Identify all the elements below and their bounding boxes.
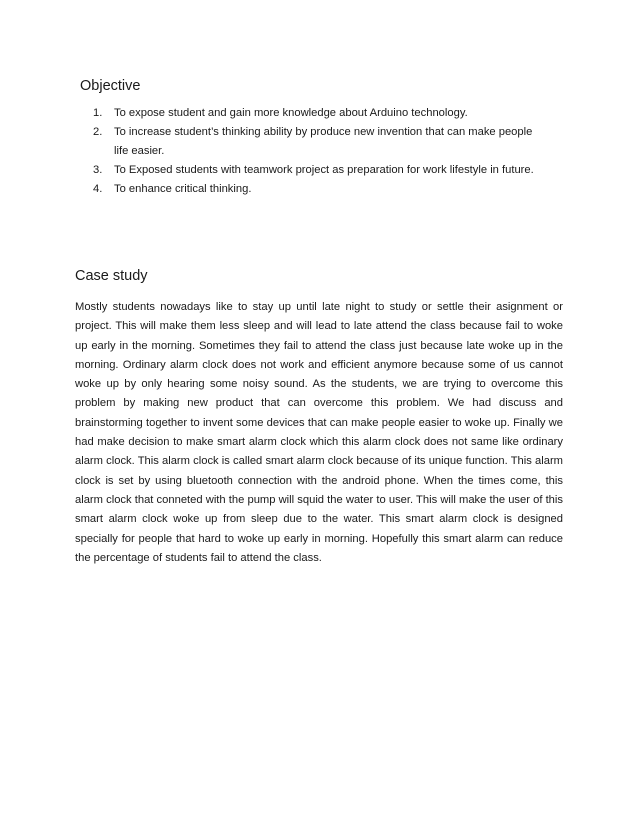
list-item [0,123,638,161]
case-study-heading: Case study [75,268,148,284]
case-study-paragraph: Mostly students nowadays like to stay up until late night to study or settle their asignment or project. This will make them less sleep and will lead to late attend the class because fail to woke up early in the morning. Sometimes they fail to attend the class just because late woke up in the morning. Ordinary alarm clock does not work and efficient anymore because some of us cannot woke up by only hearing some noisy sound. As the students, we are trying to overcome this problem by making new product that can overcome this problem. We had discuss and brainstorming together to invent some devices that can make people easier to woke up. Finally we had make decision to make smart alarm clock which this alarm clock does not same like ordinary alarm clock. This alarm clock is called smart alarm clock because of its unique function. This alarm clock is set by using bluetooth connection with the android phone. When the times come, this alarm clock that conneted with the pump will squid the water to user. This will make the user of this smart alarm clock woke up from sleep due to the water. This smart alarm clock is designed specially for people that hard to woke up early in morning. Hopefully this smart alarm can reduce the percentage of students fail to attend the class. [75,301,563,564]
list-item-text: To Exposed students with teamwork project as preparation for work lifestyle in future. [114,164,534,176]
list-item [0,180,638,199]
list-item-number: 2. [93,126,103,138]
list-item-number: 4. [93,183,103,195]
list-item-number: 3. [93,164,103,176]
objective-heading: Objective [80,78,141,94]
list-item-text: To expose student and gain more knowledge about Arduino technology. [114,107,468,119]
list-item [0,161,638,180]
list-item-text: To increase student’s thinking ability by produce new invention that can make people life easier. [114,126,533,157]
list-item-text: To enhance critical thinking. [114,183,252,195]
objective-list [0,104,638,199]
case-study-section [0,266,638,564]
list-item [0,104,638,123]
objective-section [0,76,638,195]
list-item-number: 1. [93,107,103,119]
